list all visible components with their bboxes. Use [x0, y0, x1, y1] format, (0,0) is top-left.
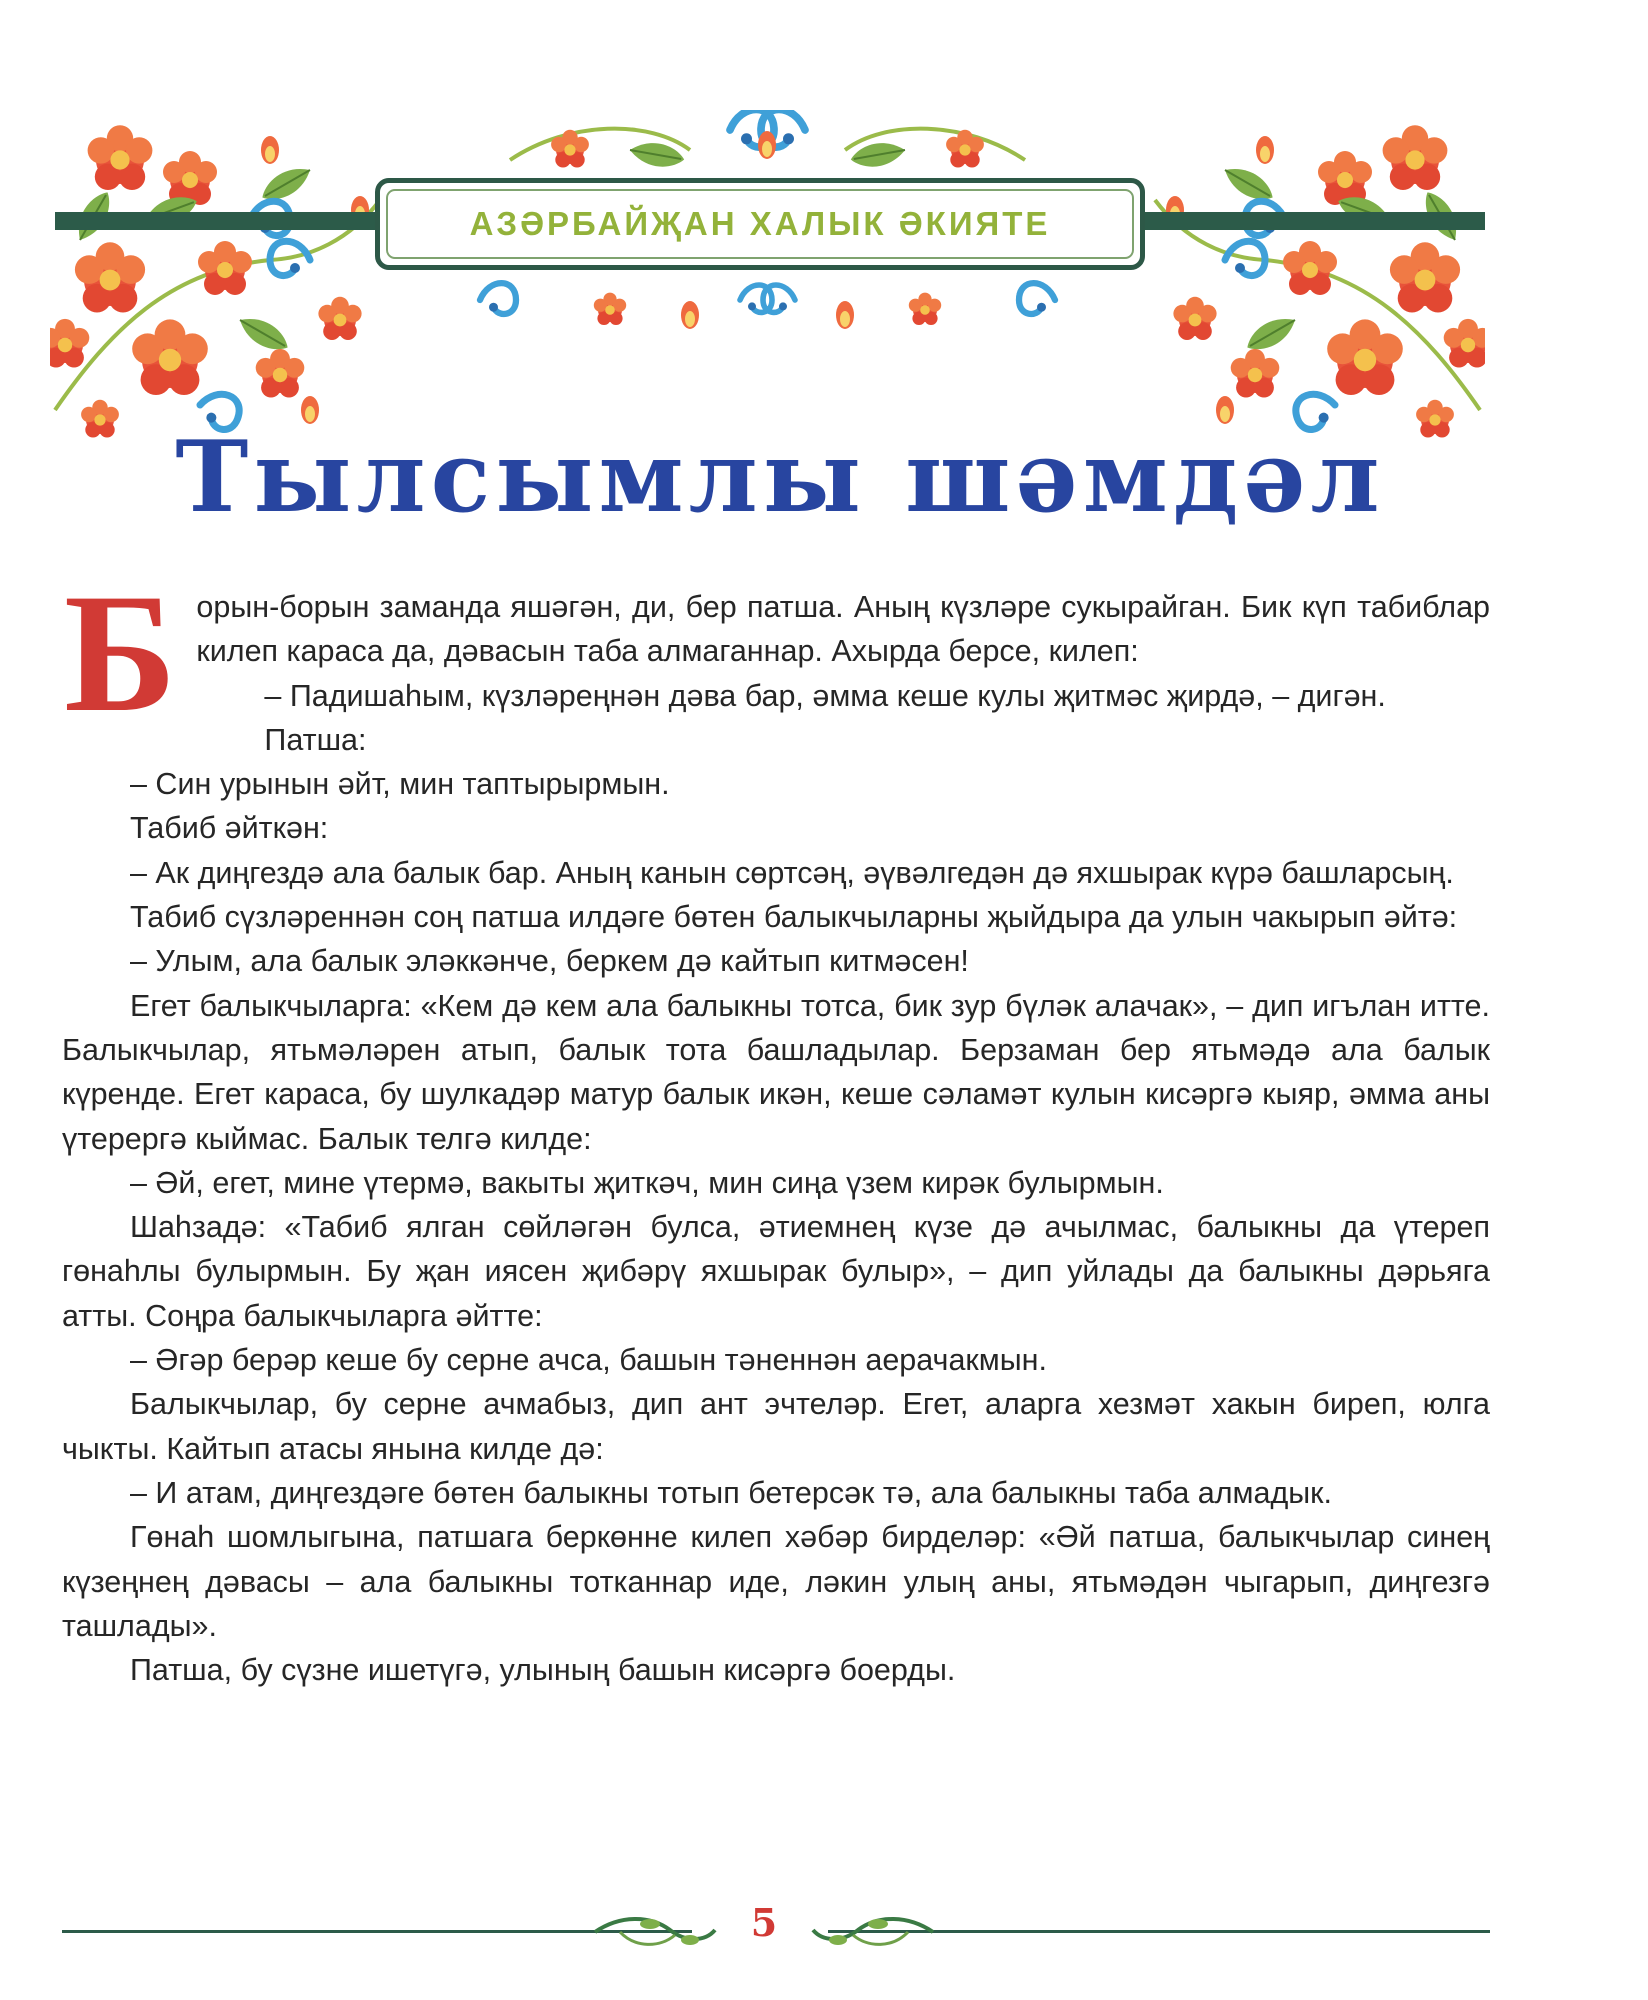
paragraph: – Син урынын әйт, мин таптырырмын.	[130, 767, 670, 802]
paragraph: Балыкчылар, бу серне ачмабыз, дип ант эчтеләр. Егет, аларга хезмәт хакын биреп, юлга чыкты. Кайтып атасы янына килде дә:	[62, 1387, 1490, 1466]
paragraph: – Ак диңгездә ала балык бар. Аның канын сөртсәң, әүвәлгедән дә яхшырак күрә башларсың.	[130, 855, 1454, 890]
paragraph: Шаһзадә: «Табиб ялган сөйләгән булса, әтиемнең күзе дә ачылмас, балыкны да үтереп гөнаһлы булырмын. Бу җан иясен җибәрү яхшырак булыр», – дип уйлады да балыкны дәрьяга атты. Соңра балыкчыларга әйтте:	[62, 1210, 1490, 1333]
paragraph: Патша:	[264, 722, 367, 757]
paragraph: Гөнаһ шомлыгына, патшага беркөнне килеп хәбәр бирделәр: «Әй патша, балыкчылар синең күзеңнең дәвасы – ала балыкны тотканнар иде, ләкин улың аны, ятьмәдән чыгарып, диңгезгә ташлады».	[62, 1520, 1490, 1643]
paragraph: – Улым, ала балык эләккәнче, беркем дә кайтып китмәсен!	[130, 944, 969, 979]
paragraph: Егет балыкчыларга: «Кем дә кем ала балыкны тотса, бик зур бүләк алачак», – дип игълан итте. Балыкчылар, ятьмәләрен атып, балык тота башладылар. Берзаман бер ятьмәдә ала балык күренде. Егет караса, бу шулкадәр матур балык икән, кеше сәламәт кулын кисәргә кыяр, әмма аны үтерергә кыймас. Балык телгә килде:	[62, 988, 1490, 1156]
story-title: Тылсымлы шәмдәл	[175, 420, 1385, 535]
paragraph: – Әй, егет, мине үтермә, вакыты җиткәч, мин сиңа үзем кирәк булырмын.	[130, 1165, 1164, 1200]
paragraph: Табиб әйткән:	[130, 811, 329, 846]
footer-ornament-left	[590, 1910, 720, 1955]
footer-ornament-right	[808, 1910, 938, 1955]
paragraph: – И атам, диңгездәге бөтен балыкны тотып бетерсәк тә, ала балыкны таба алмадык.	[130, 1475, 1332, 1510]
drop-cap: Б	[64, 559, 177, 747]
series-label: АЗӘРБАЙҖАН ХАЛЫК ӘКИЯТЕ	[469, 205, 1051, 242]
story-text	[62, 559, 1490, 1692]
page-number: 5	[750, 1900, 778, 1945]
paragraph: Борын-борын заманда яшәгән, ди, бер патша. Аның күзләре сукырайган. Бик күп табиблар килеп караса да, дәвасын таба алмаганнар. Ахырда берсе, килеп:	[64, 559, 1490, 747]
paragraph: Патша, бу сүзне ишетүгә, улының башын кисәргә боерды.	[130, 1653, 956, 1688]
paragraph: – Падишаһым, күзләреңнән дәва бар, әмма кеше кулы җитмәс җирдә, – дигән.	[264, 678, 1386, 713]
paragraph: Табиб сүзләреннән соң патша илдәге бөтен балыкчыларны җыйдыра да улын чакырып әйтә:	[130, 900, 1458, 935]
series-frame	[375, 178, 1145, 270]
paragraph: – Әгәр берәр кеше бу серне ачса, башын тәненнән аерачакмын.	[130, 1343, 1047, 1378]
